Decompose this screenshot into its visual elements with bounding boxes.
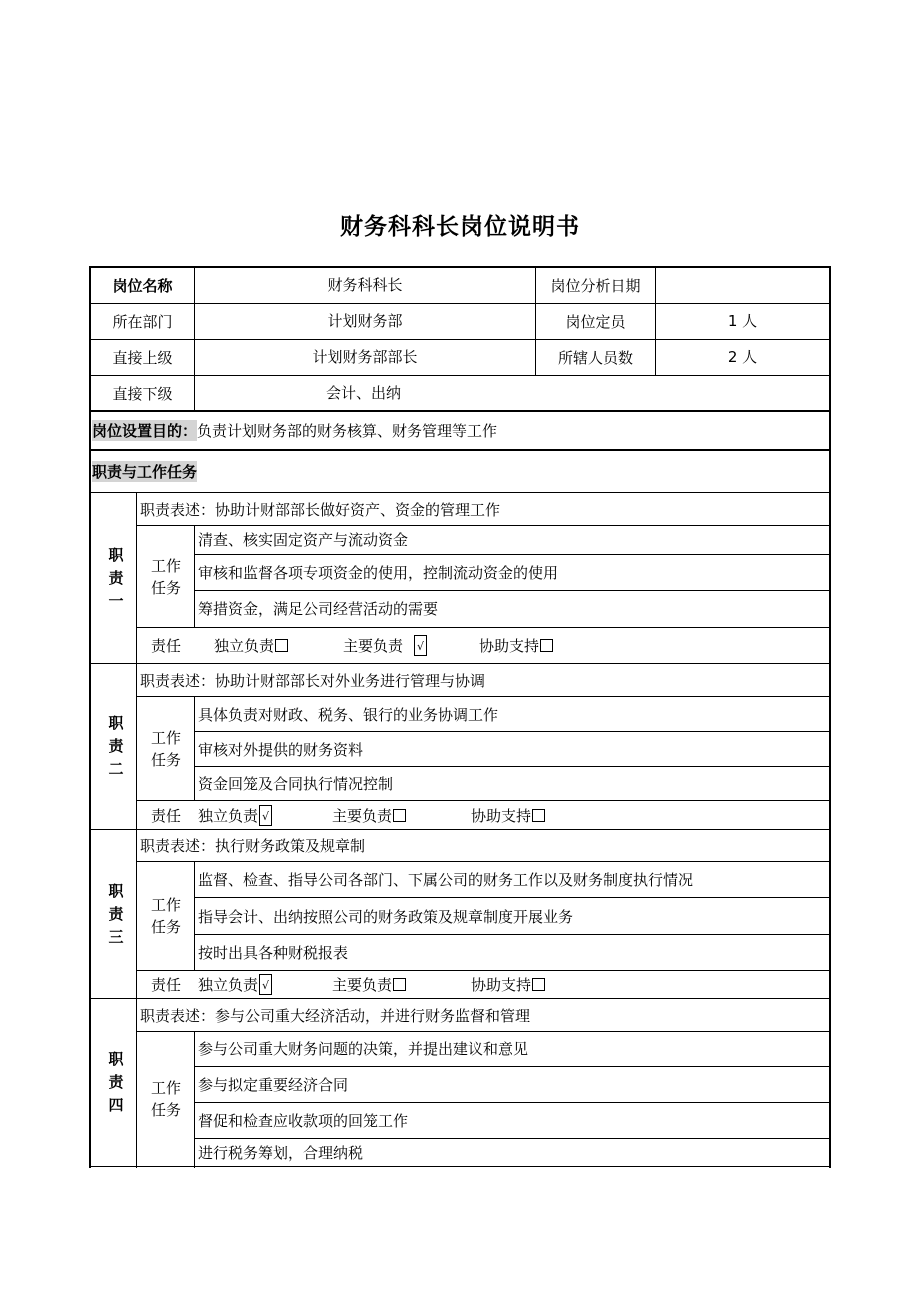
superior-label: 直接上级 [112, 349, 173, 367]
analysis-date-label: 岗位分析日期 [550, 277, 641, 295]
duty-2-opt-assist [471, 801, 545, 829]
headcount-value: 1 人 [727, 312, 758, 330]
duty-4-char-3: 四 [108, 1096, 124, 1114]
opt-label: 主要负责 [332, 806, 393, 825]
duty-4-statement: 职责表述：参与公司重大经济活动，并进行财务监督和管理 [140, 1006, 531, 1025]
duty-3-char-2: 责 [108, 904, 124, 923]
superior-value: 计划财务部部长 [312, 348, 418, 366]
checkbox-icon [532, 978, 545, 991]
checkbox-icon [275, 639, 288, 652]
duty-2-opt-main [332, 801, 406, 829]
duty-4-task-1: 参与公司重大财务问题的决策，并提出建议和意见 [198, 1039, 529, 1058]
duty-1-task-label [137, 526, 195, 627]
subordinate-label: 直接下级 [112, 384, 173, 403]
duty-2-statement: 职责表述：协助计财部部长对外业务进行管理与协调 [140, 671, 486, 690]
duty-1-char-1: 职 [108, 545, 124, 564]
checkmark-icon: √ [259, 805, 272, 826]
duty-1-task-2: 审核和监督各项专项资金的使用，控制流动资金的使用 [198, 563, 559, 582]
checkbox-icon [540, 639, 553, 652]
duty-1-opt-assist [479, 628, 553, 663]
duty-2-char-1: 职 [108, 714, 124, 732]
duty-3-char-3: 三 [108, 927, 124, 946]
task-label-line-1: 工作 [150, 1079, 181, 1097]
checkbox-icon [393, 978, 406, 991]
opt-label: 协助支持 [471, 976, 532, 994]
task-label-line-1: 工作 [150, 728, 181, 747]
purpose-row [92, 412, 822, 449]
checkmark-icon: √ [259, 974, 272, 995]
duty-3-char-1: 职 [108, 881, 124, 900]
department-value: 计划财务部 [327, 312, 403, 330]
duty-1-resp-label: 责任 [150, 637, 181, 655]
duty-1-char-2: 责 [108, 568, 124, 587]
duty-4-task-3: 督促和检查应收款项的回笼工作 [198, 1112, 409, 1130]
duty-1-task-3: 筹措资金，满足公司经营活动的需要 [198, 599, 439, 618]
document-title: 财务科科长岗位说明书 [340, 214, 580, 240]
duties-header-row [92, 451, 392, 492]
duty-2-task-1: 具体负责对财政、税务、银行的业务协调工作 [198, 705, 499, 724]
position-name-label: 岗位名称 [112, 277, 173, 295]
task-label-line-2: 任务 [150, 918, 181, 936]
duty-1-opt-independent [214, 628, 288, 663]
opt-label: 独立负责 [214, 637, 275, 655]
duty-3-resp-label: 责任 [150, 976, 181, 994]
duty-3-task-label [137, 862, 195, 970]
analysis-date-value [656, 268, 829, 303]
duty-3-opt-independent [198, 971, 272, 998]
checkmark-icon: √ [414, 635, 427, 656]
task-label-line-2: 任务 [150, 750, 181, 769]
duty-2-char-3: 二 [108, 760, 124, 778]
duty-3-title [89, 830, 143, 998]
duty-2-opt-independent [198, 801, 272, 829]
duty-3-task-3: 按时出具各种财税报表 [198, 944, 349, 962]
opt-label: 独立负责 [198, 806, 259, 825]
opt-label: 协助支持 [471, 806, 532, 825]
duty-1-task-1: 清查、核实固定资产与流动资金 [198, 530, 409, 549]
opt-label: 主要负责 [332, 976, 393, 994]
duty-2-task-label [137, 697, 195, 800]
headcount-label: 岗位定员 [565, 313, 626, 331]
duty-4-char-2: 责 [108, 1073, 124, 1091]
task-label-line-1: 工作 [150, 896, 181, 914]
purpose-label: 岗位设置目的： [92, 422, 198, 440]
duty-2-resp-label: 责任 [150, 806, 181, 825]
purpose-text: 负责计划财务部的财务核算、财务管理等工作 [197, 422, 498, 440]
subordinates-count-label: 所辖人员数 [557, 349, 633, 367]
subordinates-count-value: 2 人 [727, 348, 758, 366]
department-label: 所在部门 [112, 313, 173, 331]
duty-2-task-2: 审核对外提供的财务资料 [198, 740, 364, 759]
subordinate-value: 会计、出纳 [326, 383, 402, 402]
opt-label: 协助支持 [479, 637, 540, 655]
duty-1-char-3: 一 [108, 591, 124, 610]
duty-1-title [89, 493, 143, 663]
duty-2-task-3: 资金回笼及合同执行情况控制 [198, 775, 394, 793]
task-label-line-2: 任务 [150, 578, 181, 597]
duty-1-opt-main [343, 628, 427, 663]
duty-4-task-4: 进行税务筹划，合理纳税 [198, 1144, 364, 1162]
task-label-line-1: 工作 [150, 556, 181, 575]
checkbox-icon [532, 809, 545, 822]
duty-1-statement: 职责表述：协助计财部部长做好资产、资金的管理工作 [140, 501, 501, 519]
duty-4-task-label [137, 1032, 195, 1166]
duty-3-opt-assist [471, 971, 545, 998]
duty-3-statement: 职责表述：执行财务政策及规章制 [140, 837, 366, 855]
checkbox-icon [393, 809, 406, 822]
task-label-line-2: 任务 [150, 1101, 181, 1119]
duty-4-task-2: 参与拟定重要经济合同 [198, 1076, 349, 1094]
opt-label: 主要负责 [343, 637, 404, 655]
opt-label: 独立负责 [198, 976, 259, 994]
duty-4-char-1: 职 [108, 1050, 124, 1068]
duty-4-title [89, 999, 143, 1166]
duty-2-title [89, 664, 143, 829]
position-name-value: 财务科科长 [327, 276, 403, 294]
duty-3-task-1: 监督、检查、指导公司各部门、下属公司的财务工作以及财务制度执行情况 [198, 871, 694, 889]
duties-header: 职责与工作任务 [92, 463, 198, 481]
duty-2-char-2: 责 [108, 737, 124, 755]
duty-3-task-2: 指导会计、出纳按照公司的财务政策及规章制度开展业务 [198, 907, 574, 926]
duty-3-opt-main [332, 971, 406, 998]
